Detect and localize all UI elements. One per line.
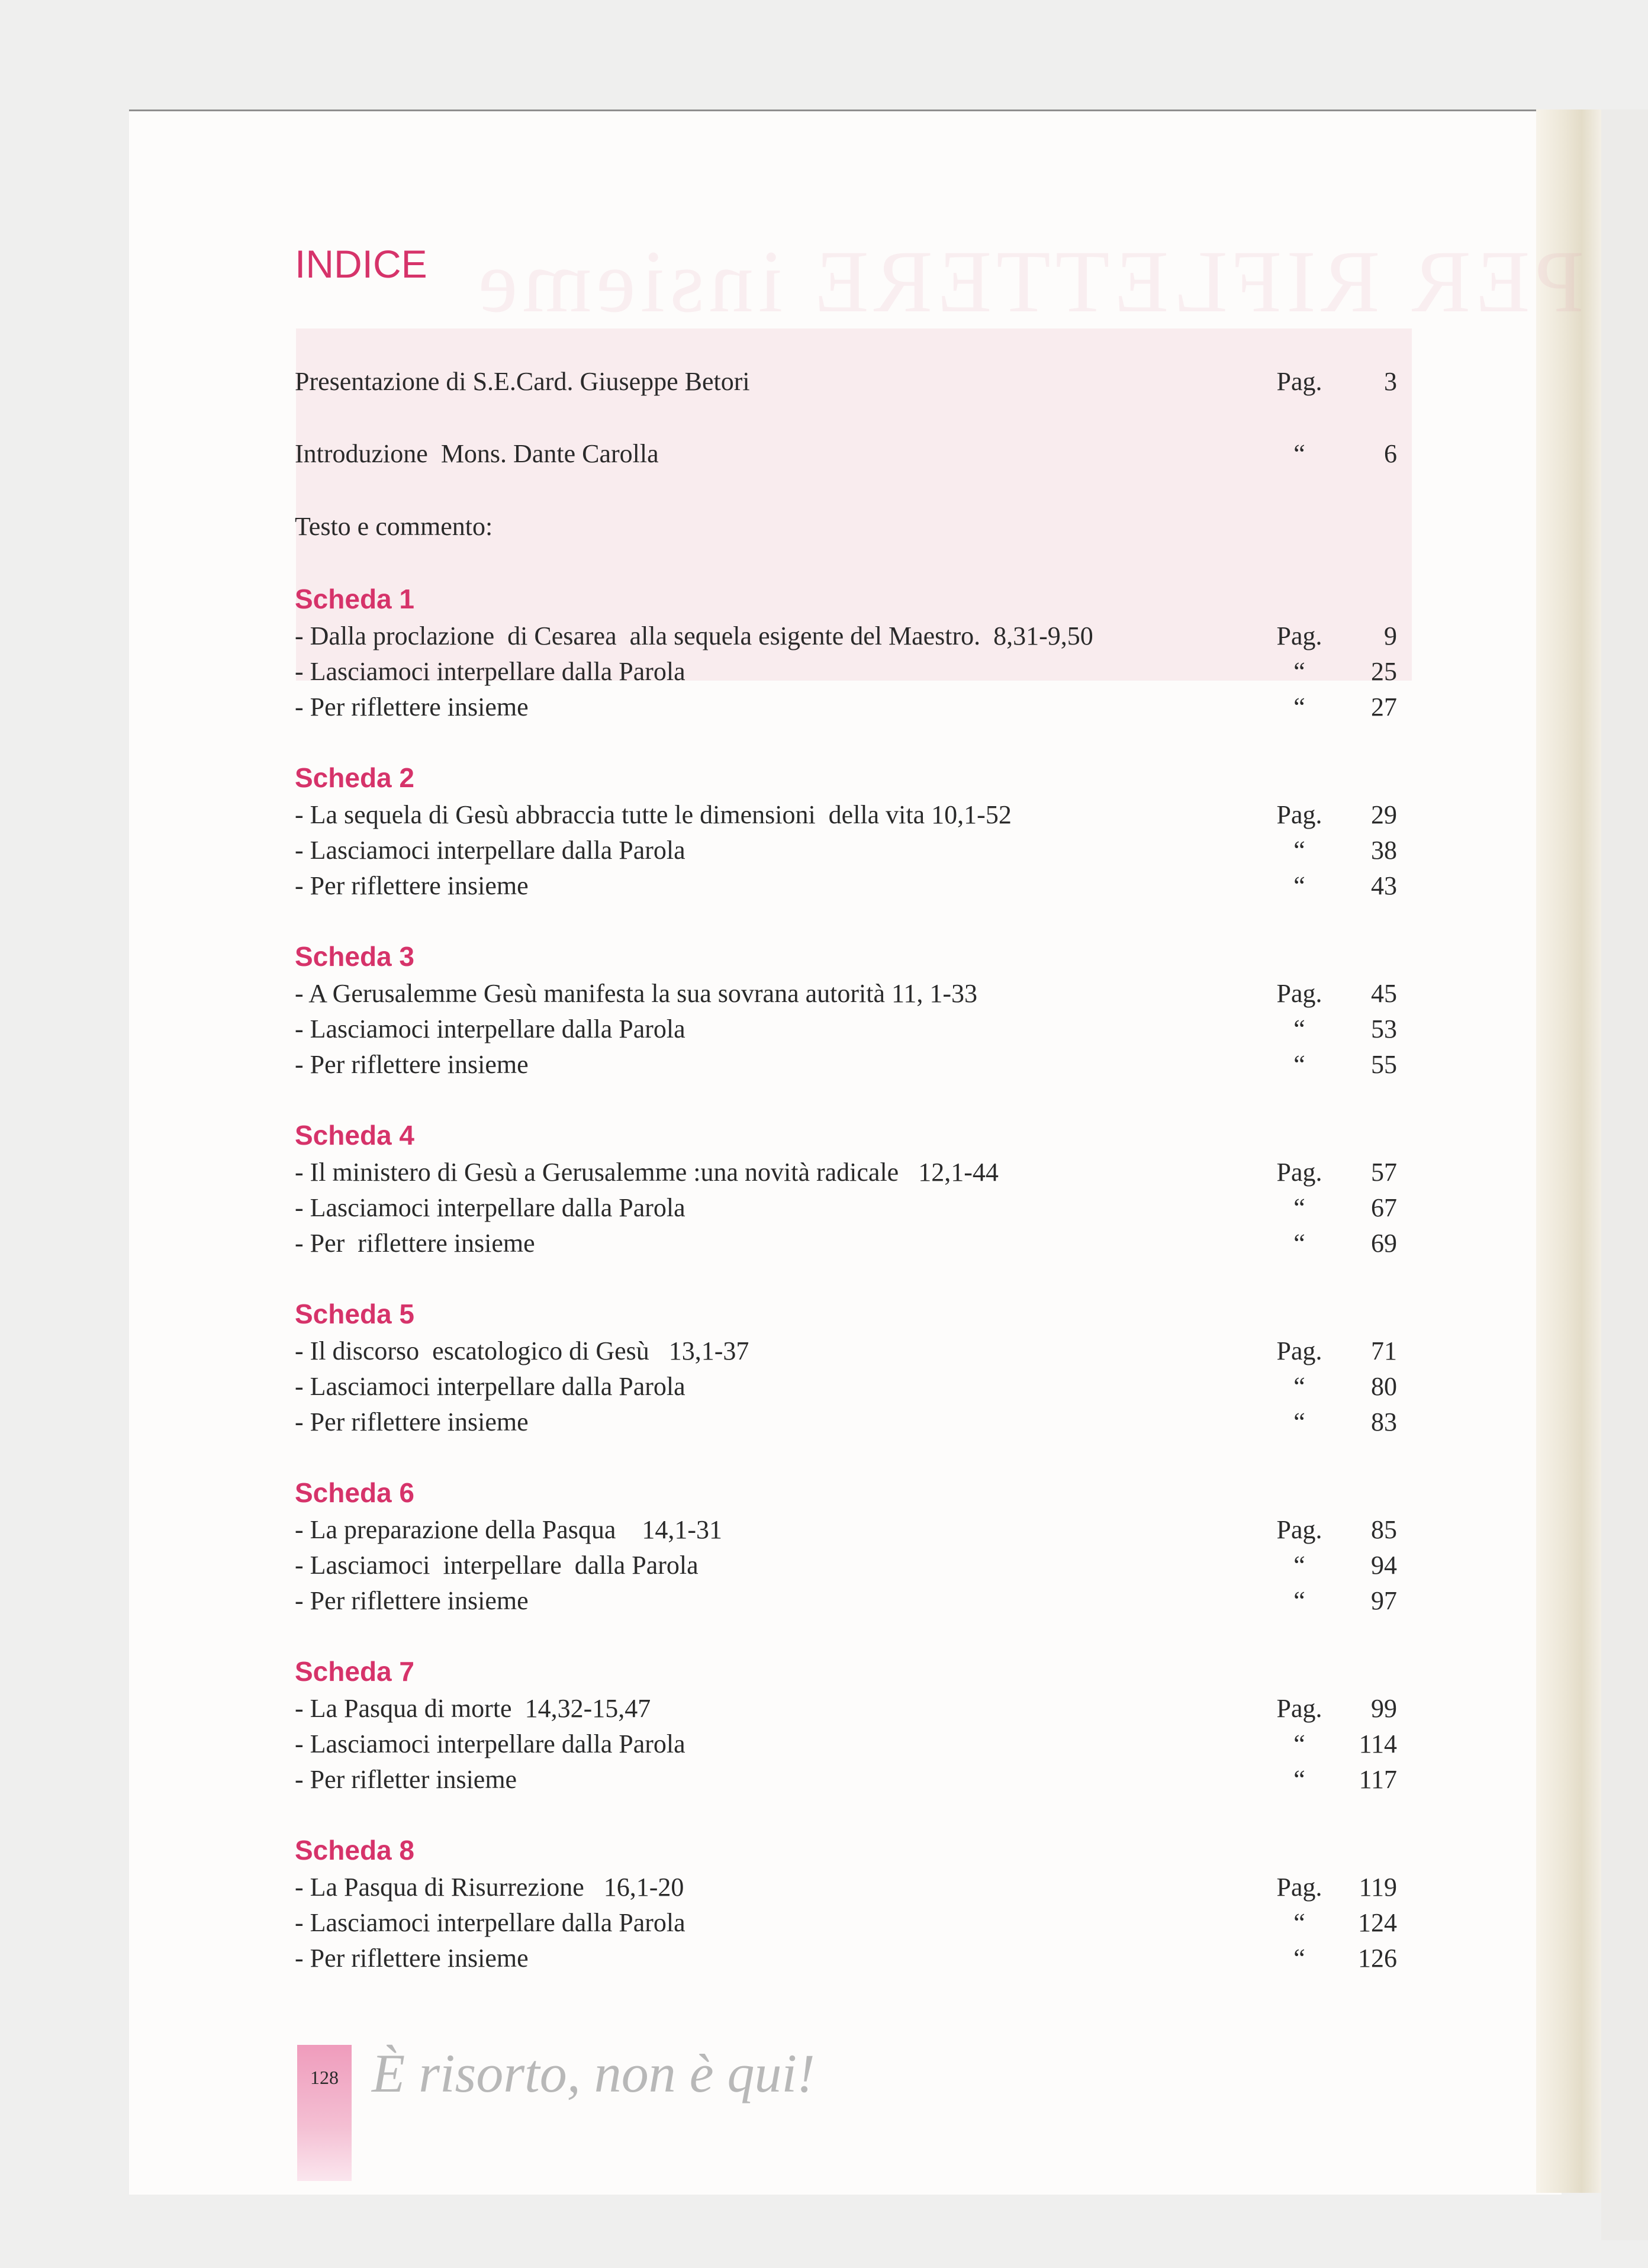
toc-page-number: 55 (1371, 1050, 1397, 1079)
toc-entry-text: - Per riflettere insieme (295, 871, 529, 900)
toc-row (295, 1941, 1397, 1976)
scheda-heading: Scheda 8 (295, 1835, 414, 1866)
toc-pag-label: “ (1293, 1908, 1305, 1937)
toc-pag-label: Pag. (1276, 1694, 1322, 1723)
toc-entry-text: - Dalla proclazione di Cesarea alla sequela esigente del Maestro. 8,31-9,50 (295, 621, 1093, 650)
toc-pag-label: “ (1293, 692, 1305, 721)
toc-row (295, 1369, 1397, 1404)
next-page-edge (1601, 109, 1648, 2240)
toc-page-number: 6 (1384, 439, 1397, 468)
toc-page-number: 126 (1358, 1944, 1397, 1973)
toc-row (295, 1011, 1397, 1047)
toc-pag-label: “ (1293, 1729, 1305, 1758)
toc-page-number: 99 (1371, 1694, 1397, 1723)
toc-row (295, 1870, 1397, 1905)
toc-pag-label: Pag. (1276, 367, 1322, 396)
toc-page-number: 25 (1371, 657, 1397, 686)
toc-entry-text: - Per riflettere insieme (295, 1586, 529, 1615)
toc-page-number: 53 (1371, 1014, 1397, 1043)
toc-page-number: 45 (1371, 979, 1397, 1008)
toc-page-number: 124 (1358, 1908, 1397, 1937)
toc-entry-text: - Per riflettere insieme (295, 692, 529, 721)
toc-row (295, 1548, 1397, 1583)
toc-entry-text: - Lasciamoci interpellare dalla Parola (295, 1193, 685, 1222)
toc-page-number: 71 (1371, 1336, 1397, 1365)
toc-page-number: 80 (1371, 1372, 1397, 1401)
toc-pag-label: “ (1293, 1014, 1305, 1043)
testo-label (295, 509, 1397, 545)
toc-entry-text: - Per riflettere insieme (295, 1050, 529, 1079)
toc-entry-text: - Per riflettere insieme (295, 1407, 529, 1436)
toc-pag-label: Pag. (1276, 800, 1322, 829)
toc-entry-text: - Lasciamoci interpellare dalla Parola (295, 836, 685, 865)
toc-row (295, 976, 1397, 1011)
toc-pag-label: Pag. (1276, 1158, 1322, 1187)
footer-running-title: È risorto, non è qui! (372, 2043, 815, 2103)
toc-row (295, 1190, 1397, 1226)
toc-page-number: 117 (1359, 1765, 1397, 1794)
toc-entry-text: - Per riflettere insieme (295, 1944, 529, 1973)
toc-page-number: 85 (1371, 1515, 1397, 1544)
toc-entry-text: Introduzione Mons. Dante Carolla (295, 439, 659, 468)
scheda-heading: Scheda 7 (295, 1656, 414, 1687)
toc-page-number: 3 (1384, 367, 1397, 396)
toc-pag-label: “ (1293, 1050, 1305, 1079)
toc-page-number: 29 (1371, 800, 1397, 829)
toc-row (295, 833, 1397, 868)
toc-entry-text: - La sequela di Gesù abbraccia tutte le dimensioni della vita 10,1-52 (295, 800, 1012, 829)
toc-page-number: 43 (1371, 871, 1397, 900)
toc-pag-label: “ (1293, 871, 1305, 900)
footer-page-number: 128 (310, 2067, 339, 2088)
toc-pag-label: Pag. (1276, 1515, 1322, 1544)
toc-row (295, 618, 1397, 654)
toc-pag-label: “ (1293, 439, 1305, 468)
toc-entry-text: Presentazione di S.E.Card. Giuseppe Betori (295, 367, 750, 396)
toc-row (295, 1583, 1397, 1619)
toc-page-number: 9 (1384, 621, 1397, 650)
toc-entry-text: - La Pasqua di morte 14,32-15,47 (295, 1694, 651, 1723)
scheda-heading: Scheda 3 (295, 941, 414, 972)
toc-row (295, 1512, 1397, 1548)
toc-entry-text: - Per riflettere insieme (295, 1229, 535, 1258)
toc-pag-label: “ (1293, 1229, 1305, 1258)
toc-entry-text: - Lasciamoci interpellare dalla Parola (295, 1908, 685, 1937)
toc-page-number: 38 (1371, 836, 1397, 865)
toc-page-number: 97 (1371, 1586, 1397, 1615)
toc-pag-label: “ (1293, 1372, 1305, 1401)
toc-entry-text: - Lasciamoci interpellare dalla Parola (295, 1729, 685, 1758)
toc-pag-label: “ (1293, 1193, 1305, 1222)
scheda-heading: Scheda 4 (295, 1120, 414, 1151)
toc-entry-text: - Lasciamoci interpellare dalla Parola (295, 1372, 685, 1401)
toc-row (295, 1047, 1397, 1083)
section-label: Testo e commento: (295, 512, 493, 541)
toc-pag-label: Pag. (1276, 1873, 1322, 1902)
toc-page-number: 69 (1371, 1229, 1397, 1258)
toc-page-number: 67 (1371, 1193, 1397, 1222)
toc-page-number: 119 (1359, 1873, 1397, 1902)
toc-pag-label: “ (1293, 1944, 1305, 1973)
toc-page-number: 57 (1371, 1158, 1397, 1187)
toc-pag-label: Pag. (1276, 1336, 1322, 1365)
toc-entry-text: - La preparazione della Pasqua 14,1-31 (295, 1515, 723, 1544)
toc-pag-label: “ (1293, 657, 1305, 686)
footer-color-bar (297, 2045, 352, 2181)
toc-entry-text: - Il ministero di Gesù a Gerusalemme :una novità radicale 12,1-44 (295, 1158, 999, 1187)
scheda-heading: Scheda 6 (295, 1477, 414, 1508)
toc-pag-label: “ (1293, 1407, 1305, 1436)
toc-row (295, 364, 1397, 400)
toc-pag-label: Pag. (1276, 621, 1322, 650)
scheda-heading: Scheda 2 (295, 762, 414, 793)
toc-entry-text: - Lasciamoci interpellare dalla Parola (295, 1014, 685, 1043)
toc-row (295, 654, 1397, 690)
toc-pag-label: “ (1293, 836, 1305, 865)
toc-row (295, 1762, 1397, 1797)
toc-row (295, 1155, 1397, 1190)
page-title: INDICE (295, 242, 427, 286)
scheda-heading: Scheda 1 (295, 584, 414, 614)
toc-entry-text: - Lasciamoci interpellare dalla Parola (295, 657, 685, 686)
toc-row (295, 1226, 1397, 1261)
toc-entry-text: - A Gerusalemme Gesù manifesta la sua sovrana autorità 11, 1-33 (295, 979, 978, 1008)
toc-row (295, 1905, 1397, 1941)
toc-entry-text: - La Pasqua di Risurrezione 16,1-20 (295, 1873, 684, 1902)
toc-pag-label: “ (1293, 1551, 1305, 1580)
toc-row (295, 797, 1397, 833)
toc-row (295, 868, 1397, 904)
toc-row (295, 436, 1397, 472)
toc-entry-text: - Per rifletter insieme (295, 1765, 517, 1794)
toc-pag-label: “ (1293, 1586, 1305, 1615)
toc-entry-text: - Il discorso escatologico di Gesù 13,1-37 (295, 1336, 749, 1365)
scheda-heading: Scheda 5 (295, 1299, 414, 1329)
toc-pag-label: Pag. (1276, 979, 1322, 1008)
toc-row (295, 1333, 1397, 1369)
toc-pag-label: “ (1293, 1765, 1305, 1794)
bleed-through-heading: PER RIFLETTERE insieme (474, 233, 1584, 331)
toc-row (295, 1691, 1397, 1726)
toc-page-number: 83 (1371, 1407, 1397, 1436)
torn-page-edge (1536, 109, 1601, 2193)
toc-row (295, 1726, 1397, 1762)
toc-page-number: 114 (1359, 1729, 1397, 1758)
toc-entry-text: - Lasciamoci interpellare dalla Parola (295, 1551, 699, 1580)
toc-page-number: 94 (1371, 1551, 1397, 1580)
toc-page-number: 27 (1371, 692, 1397, 721)
toc-row (295, 1404, 1397, 1440)
toc-row (295, 690, 1397, 725)
